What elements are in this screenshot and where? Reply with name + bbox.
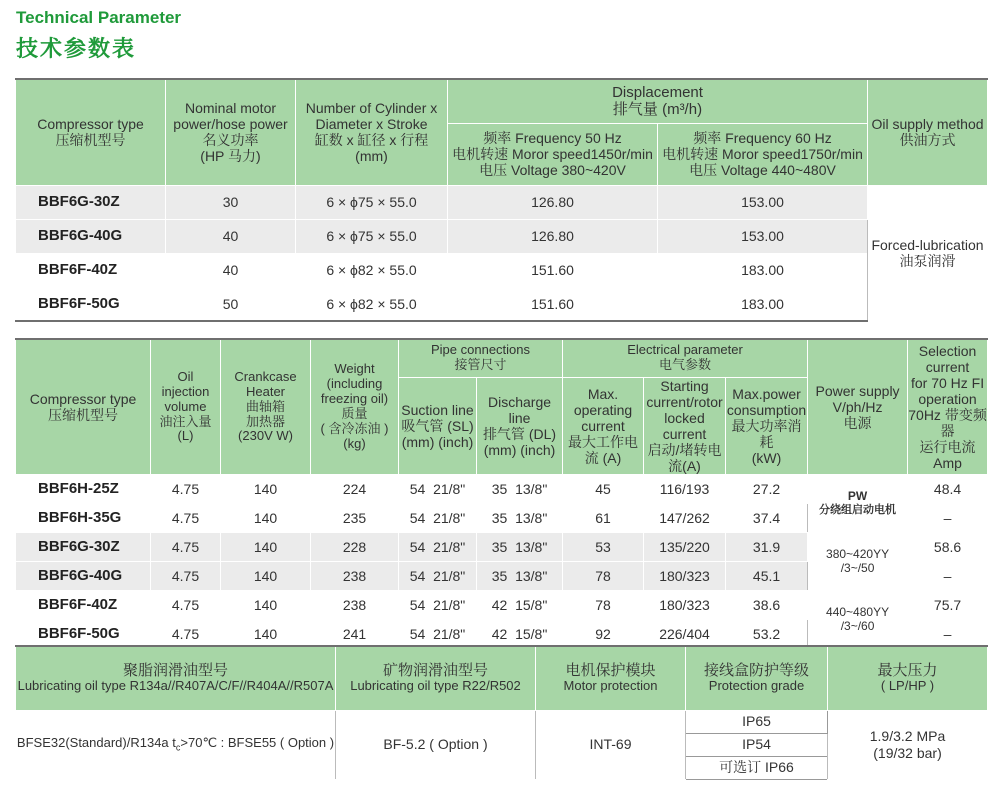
header-compressor-type: Compressor type 压缩机型号 [16, 79, 166, 185]
table-row [16, 710, 988, 733]
power-supply-50hz: 380~420YY /3~/50 [808, 533, 908, 591]
table-row: BBF6H-35G 4.75 140 235 54 21/8" 35 13/8" 61 147/262 37.4 – [16, 504, 988, 533]
header-oil-supply: Oil supply method 供油方式 [868, 79, 988, 185]
header-oil-volume: Oil injection volume 油注入量 (L) [151, 339, 221, 475]
grade-ip65: IP65 [686, 710, 828, 733]
header-max-power: Max.power consumption 最大功率消耗 (kW) [726, 377, 808, 475]
header-nominal-power: Nominal motor power/hose power 名义功率 (HP 马力) [166, 79, 296, 185]
header-pipe: Pipe connections 接管尺寸 [399, 339, 563, 377]
header-selection-current: Selection current for 70 Hz FI operation 70Hz 带变频器 运行电流 Amp [908, 339, 988, 475]
table-row: BBF6F-40Z 4.75 140 238 54 21/8" 42 15/8" 78 180/323 38.6 440~480YY /3~/60 75.7 [16, 591, 988, 620]
header-max-pressure: 最大压力 ( LP/HP ) [828, 646, 988, 710]
header-protection-grade: 接线盒防护等级 Protection grade [686, 646, 828, 710]
polyester-oil-value: BFSE32(Standard)/R134a $t_c>70℃$ : BFSE55 ( Option ) [16, 710, 336, 779]
table-row: BBF6G-30Z 30 6 × ϕ75 × 55.0 126.80 153.00 Forced-lubrication 油泵润滑 [16, 185, 988, 219]
header-weight: Weight (including freezing oil) 质量 ( 含冷冻油 ) (kg) [311, 339, 399, 475]
table-row: BBF6F-50G 4.75 140 241 54 21/8" 42 15/8" 92 226/404 53.2 – [16, 620, 988, 649]
lubricant-table [15, 645, 988, 780]
oil-supply-value: Forced-lubrication 油泵润滑 [868, 185, 988, 321]
title-cn: 技术参数表 [16, 36, 137, 61]
table-row: BBF6F-50G 50 6 × ϕ82 × 55.0 151.60 183.00 [16, 287, 988, 321]
table-row: BBF6F-40Z 40 6 × ϕ82 × 55.0 151.60 183.00 [16, 253, 988, 287]
header-max-current: Max. operating current 最大工作电流 (A) [563, 377, 644, 475]
header-cylinder: Number of Cylinder x Diameter x Stroke 缸数 x 缸径 x 行程 (mm) [296, 79, 448, 185]
mineral-oil-value: BF-5.2 ( Option ) [336, 710, 536, 779]
header-suction: Suction line 吸气管 (SL) (mm) (inch) [399, 377, 477, 475]
header-displacement: Displacement 排气量 (m³/h) [448, 79, 868, 123]
table-row: BBF6G-40G 4.75 140 238 54 21/8" 35 13/8" 78 180/323 45.1 – [16, 562, 988, 591]
header-60hz: 频率 Frequency 60 Hz 电机转速 Moror speed1750r/min 电压 Voltage 440~480V [658, 123, 868, 185]
header-power-supply: Power supply V/ph/Hz 电源 [808, 339, 908, 475]
header-motor-protection: 电机保护模块 Motor protection [536, 646, 686, 710]
table-row: BBF6H-25Z 4.75 140 224 54 21/8" 35 13/8" 45 116/193 27.2 PW 分绕组启动电机 48.4 [16, 475, 988, 504]
title-en: Technical Parameter [16, 8, 182, 27]
power-supply-60hz: 440~480YY /3~/60 [808, 591, 908, 649]
header-discharge: Discharge line 排气管 (DL) (mm) (inch) [477, 377, 563, 475]
motor-protection-value: INT-69 [536, 710, 686, 779]
header-starting-current: Starting current/rotor locked current 启动/堵转电流(A) [644, 377, 726, 475]
header-50hz: 频率 Frequency 50 Hz 电机转速 Moror speed1450r/min 电压 Voltage 380~420V [448, 123, 658, 185]
header-polyester-oil: 聚脂润滑油型号 Lubricating oil type R134a//R407A/C/F//R404A//R507A [16, 646, 336, 710]
header-electrical: Electrical parameter 电气参数 [563, 339, 808, 377]
power-supply-pw: PW 分绕组启动电机 [808, 475, 908, 533]
displacement-table [15, 78, 988, 322]
grade-ip54: IP54 [686, 733, 828, 756]
table-row: BBF6G-30Z 4.75 140 228 54 21/8" 35 13/8" 53 135/220 31.9 380~420YY /3~/50 58.6 [16, 533, 988, 562]
header-mineral-oil: 矿物润滑油型号 Lubricating oil type R22/R502 [336, 646, 536, 710]
electrical-table [15, 338, 988, 650]
max-pressure-value: 1.9/3.2 MPa (19/32 bar) [828, 710, 988, 779]
table-row: BBF6G-40G 40 6 × ϕ75 × 55.0 126.80 153.00 [16, 219, 988, 253]
header-compressor-type: Compressor type 压缩机型号 [16, 339, 151, 475]
header-crankcase: Crankcase Heater 曲轴箱 加热器 (230V W) [221, 339, 311, 475]
grade-ip66-option: 可选订 IP66 [686, 756, 828, 779]
